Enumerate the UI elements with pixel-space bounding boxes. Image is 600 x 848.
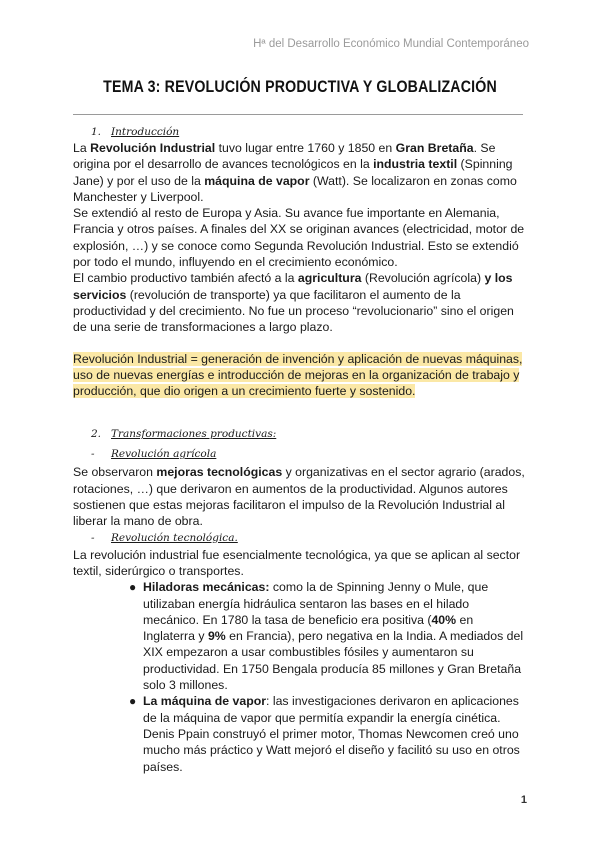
text: (revolución de transporte) ya que facilitaron el aumento de la productividad y del crecimiento. No fue un proceso “revolucionario” sino el origen de una serie de transformaciones a largo plazo.: [73, 287, 514, 335]
intro-paragraph-2: Se extendió al resto de Europa y Asia. Su avance fue importante en Alemania, Francia y otros países. A finales del XX se originan avances (electricidad, motor de explosión, …) y se conoce como Segunda Revolución Industrial. Esto se extendió por todo el mundo, influyendo en el crecimiento económico.: [73, 206, 525, 270]
section-1-heading: [73, 124, 525, 140]
list-item: [73, 579, 525, 693]
subsection-technological-heading: [73, 530, 525, 546]
section-2-number: 2.: [91, 428, 102, 441]
definition-highlight: [73, 351, 525, 400]
text: Se observaron: [73, 465, 157, 480]
text: (Watt). Se localizaron en zonas como Manchester y Liverpool.: [73, 173, 517, 204]
technology-bullet-list: [73, 579, 525, 775]
bold-text: y los servicios: [73, 271, 513, 302]
section-1-number: 1.: [91, 126, 102, 138]
page-header: Hª del Desarrollo Económico Mundial Contemporáneo: [253, 38, 529, 50]
intro-paragraph-3: [73, 270, 525, 335]
text: : las investigaciones derivaron en aplicaciones de la máquina de vapor que permitía expandir la energía cinética. Denis Ppain construyó el primer motor, Thomas Newcomen creó uno mucho más práctico y Watt mejoró el diseño y facilitó su uso en otros países.: [143, 694, 520, 774]
bold-text: agricultura: [297, 271, 362, 286]
subsection-agricultural-heading: [73, 446, 525, 462]
subsection-title: Revolución agrícola: [111, 448, 217, 461]
technological-paragraph: La revolución industrial fue esencialmente tecnológica, ya que se aplican al sector textil, siderúrgico o transportes.: [73, 547, 521, 578]
intro-paragraph-1: [73, 140, 525, 205]
bold-text: industria textil: [373, 157, 458, 172]
text: en Inglaterra y: [143, 612, 474, 644]
bold-text: La máquina de vapor: [143, 694, 266, 709]
bold-text: Revolución Industrial: [90, 141, 216, 155]
section-2-title: Transformaciones productivas:: [111, 428, 277, 441]
text: La: [73, 141, 91, 155]
bold-text: Hiladoras mecánicas:: [143, 580, 270, 595]
text: y organizativas en el sector agrario (arados, rotaciones, …) que derivaron en aumentos de la productividad. Algunos autores sostienen que estas mejoras facilitaron el impulso de la Revolución Industrial al liberar la mano de obra.: [73, 465, 525, 529]
text: (Spinning Jane) y por el uso de la: [73, 157, 513, 188]
bold-text: 9%: [207, 629, 226, 644]
dash-marker: -: [91, 448, 95, 461]
text: como la de Spinning Jenny o Mule, que utilizaban energía hidráulica sentaron las bases en el hilado mecánico. En 1780 la tasa de beneficio era positiva (: [143, 580, 489, 627]
text: tuvo lugar entre 1760 y 1850 en: [215, 141, 396, 155]
text: . Se origina por el desarrollo de avances tecnológicos en la: [73, 141, 496, 172]
page-number: 1: [520, 794, 527, 806]
dash-marker: -: [91, 531, 95, 544]
title-divider: [73, 114, 523, 115]
bold-text: máquina de vapor: [204, 173, 310, 188]
bullet-icon: ●: [129, 580, 137, 595]
text: (Revolución agrícola): [361, 271, 485, 286]
text: en Francia), pero negativa en la India. A mediados del XIX empezaron a usar combustibles fósiles y aumentaron su productividad. En 1750 Bengala producía 85 millones y Gran Bretaña solo 3 millones.: [143, 629, 524, 693]
highlighted-text: Revolución Industrial = generación de invención y aplicación de nuevas máquinas, uso de nuevas energías e introducción de mejoras en la organización de trabajo y producción, que dio origen a un crecimiento fuerte y sostenido.: [73, 351, 523, 399]
bullet-icon: ●: [129, 694, 137, 709]
section-1-title: Introducción: [111, 126, 180, 138]
section-2-heading: [73, 426, 525, 442]
bold-text: Gran Bretaña: [395, 141, 474, 155]
page-title: TEMA 3: REVOLUCIÓN PRODUCTIVA Y GLOBALIZACIÓN: [103, 78, 497, 96]
bold-text: 40%: [431, 612, 457, 627]
document-body: [73, 124, 525, 775]
bold-text: mejoras tecnológicas: [156, 465, 283, 480]
list-item: [73, 693, 525, 774]
agricultural-paragraph: [73, 464, 525, 529]
subsection-title: Revolución tecnológica.: [111, 531, 238, 544]
text: El cambio productivo también afectó a la: [73, 271, 298, 286]
